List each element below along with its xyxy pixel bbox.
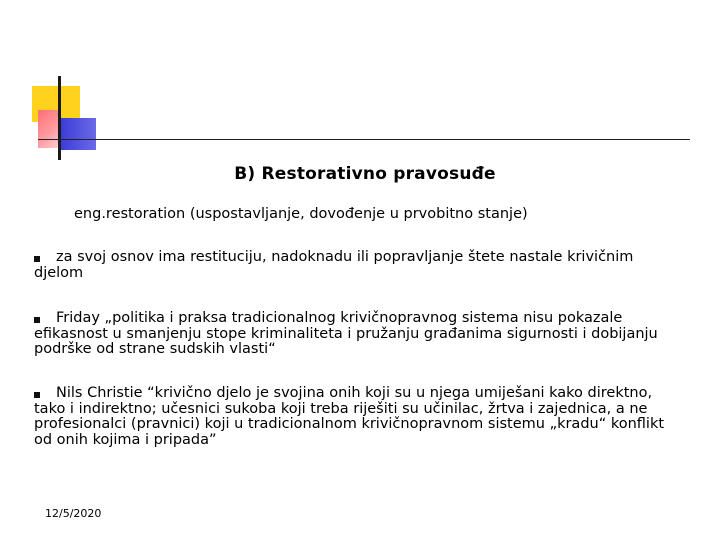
bullet-text: za svoj osnov ima restituciju, nadoknadu ili popravljanje štete nastale krivičnim djelom [34,249,634,281]
decorative-red-square [38,110,60,148]
slide-subtitle: eng.restoration (uspostavljanje, dovođenje u prvobitno stanje) [74,206,528,222]
decorative-blue-square [60,118,96,150]
bullet-text: Nils Christie “krivično djelo je svojina onih koji su u njega umiješani kako direktno, tako i indirektno; učesnici sukoba koji treba riješiti su učinilac, žrtva i zajednica, a ne profesionalci (pravnici) koji u tradicionalnom krivičnopravnom sistemu „kradu“ konflikt od onih kojima i pripada” [34,385,665,448]
title-divider-line [38,139,690,140]
decorative-vertical-line [58,76,61,160]
slide-date: 12/5/2020 [45,507,102,520]
slide-title: B) Restorativno pravosuđe [234,164,496,184]
bullet-text: Friday „politika i praksa tradicionalnog krivičnopravnog sistema nisu pokazale efikasnost u smanjenju stope kriminaliteta i pružanju građanima sigurnosti i dobijanju podrške od strane sudskih vlasti“ [34,310,658,357]
